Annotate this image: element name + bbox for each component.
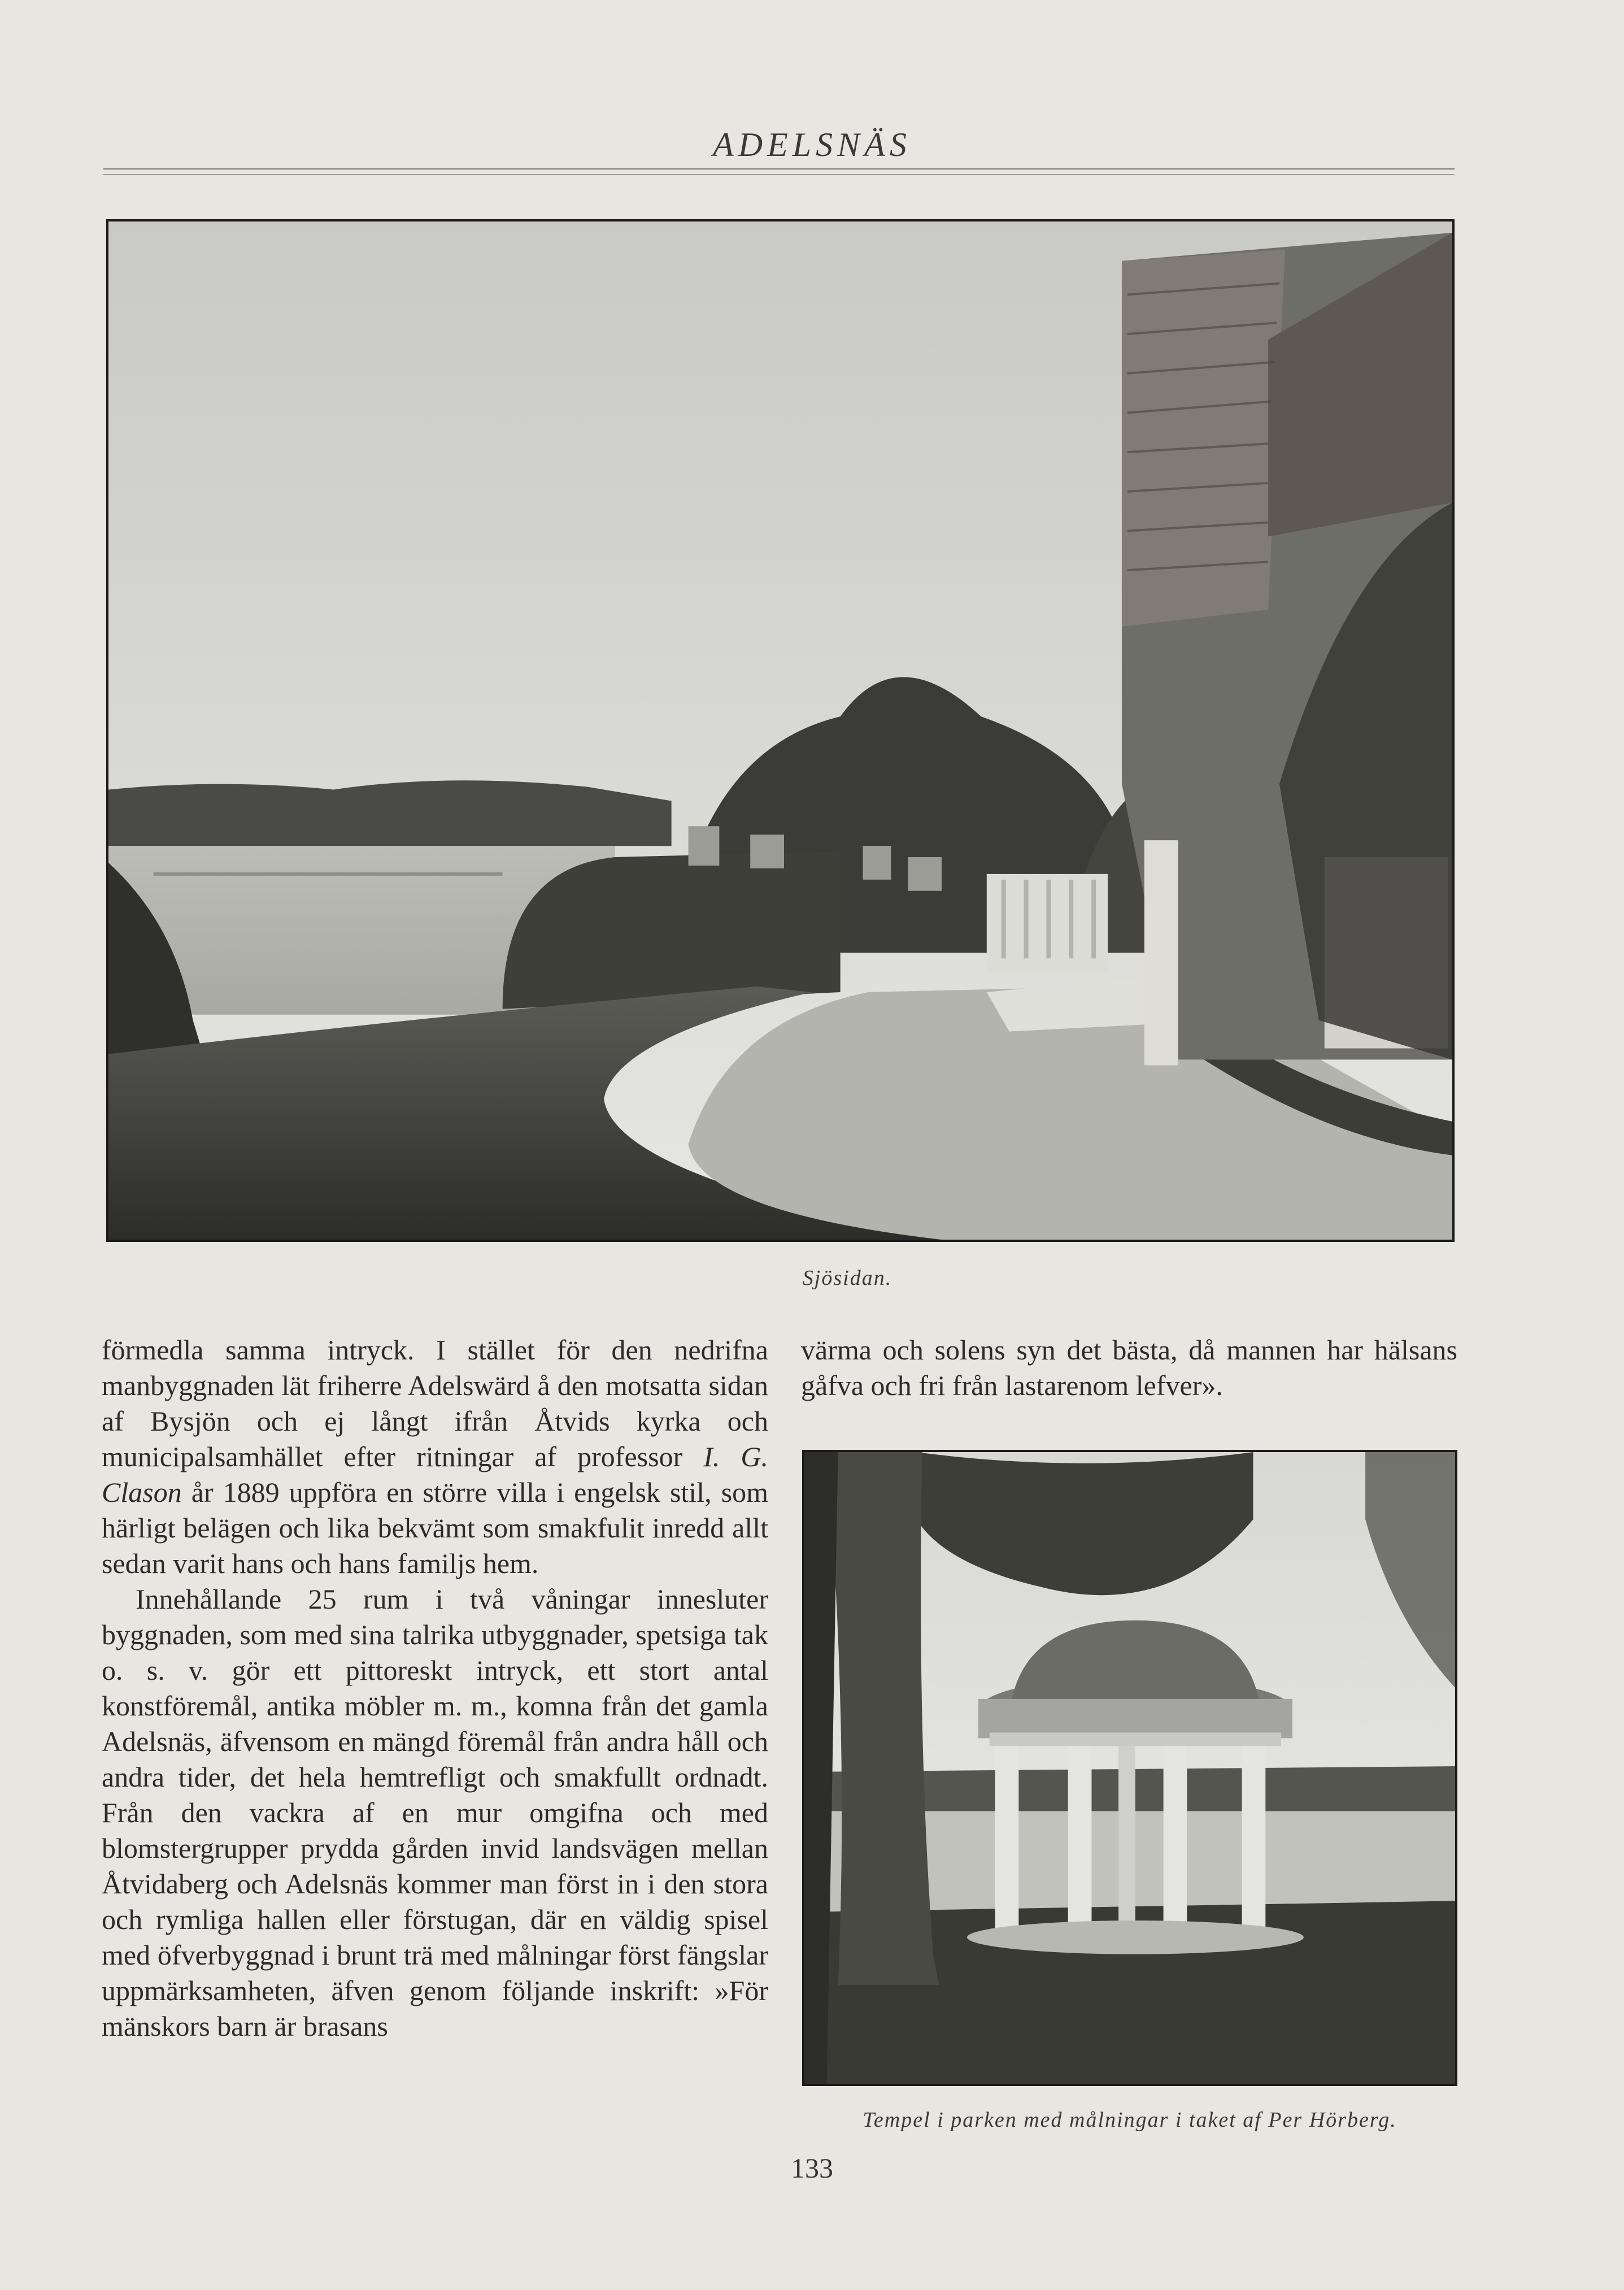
right-text-column <box>801 1332 1457 1403</box>
architect-name: I. G. Clason <box>102 1441 768 1508</box>
paragraph-2: Innehållande 25 rum i två våningar innesluter byggnaden, som med sina talrika utbyggnader, spetsiga tak o. s. v. gör ett pittoreskt intryck, ett stort antal konstföremål, antika möbler m. m., komna från det gamla Adelsnäs, äfvensom en mängd föremål från andra håll och andra tider, det hela hemtrefligt och smakfullt ordnadt. Från den vackra af en mur omgifna och med blomstergrupper prydda gården invid landsvägen mellan Åtvidaberg och Adelsnäs kommer man först in i den stora och rymliga hallen eller förstugan, där en väldig spisel med öfverbyggnad i brunt trä med målningar först fängslar uppmärksamheten, äfven genom följande inskrift: »För mänskors barn är brasans <box>102 1583 768 2042</box>
paragraph-1: förmedla samma intryck. I stället för den nedrifna manbyggnaden lät friherre Adelswärd å den motsatta sidan af Bysjön och ej långt ifrån Åtvids kyrka och municipalsamhället efter ritningar af professor I. G. Clason år 1889 uppföra en större villa i engelsk stil, som härligt belägen och lika bekvämt som smakfulit inredd allt sedan varit hans och hans familjs hem. <box>102 1334 768 1579</box>
temple-photo <box>802 1450 1457 2086</box>
lakeside-photo <box>106 219 1455 1242</box>
paragraph-3: värma och solens syn det bästa, då mannen har hälsans gåfva och fri från lastarenom lefver». <box>801 1334 1457 1401</box>
lakeside-photo-caption: Sjösidan. <box>802 1266 892 1290</box>
header-rule <box>103 168 1455 170</box>
header-rule-thin <box>103 174 1455 175</box>
left-text-column <box>102 1332 768 2044</box>
running-title: ADELSNÄS <box>713 126 911 163</box>
temple-photo-caption: Tempel i parken med målningar i taket af Per Hörberg. <box>863 2108 1397 2132</box>
page-number: 133 <box>791 2152 833 2184</box>
